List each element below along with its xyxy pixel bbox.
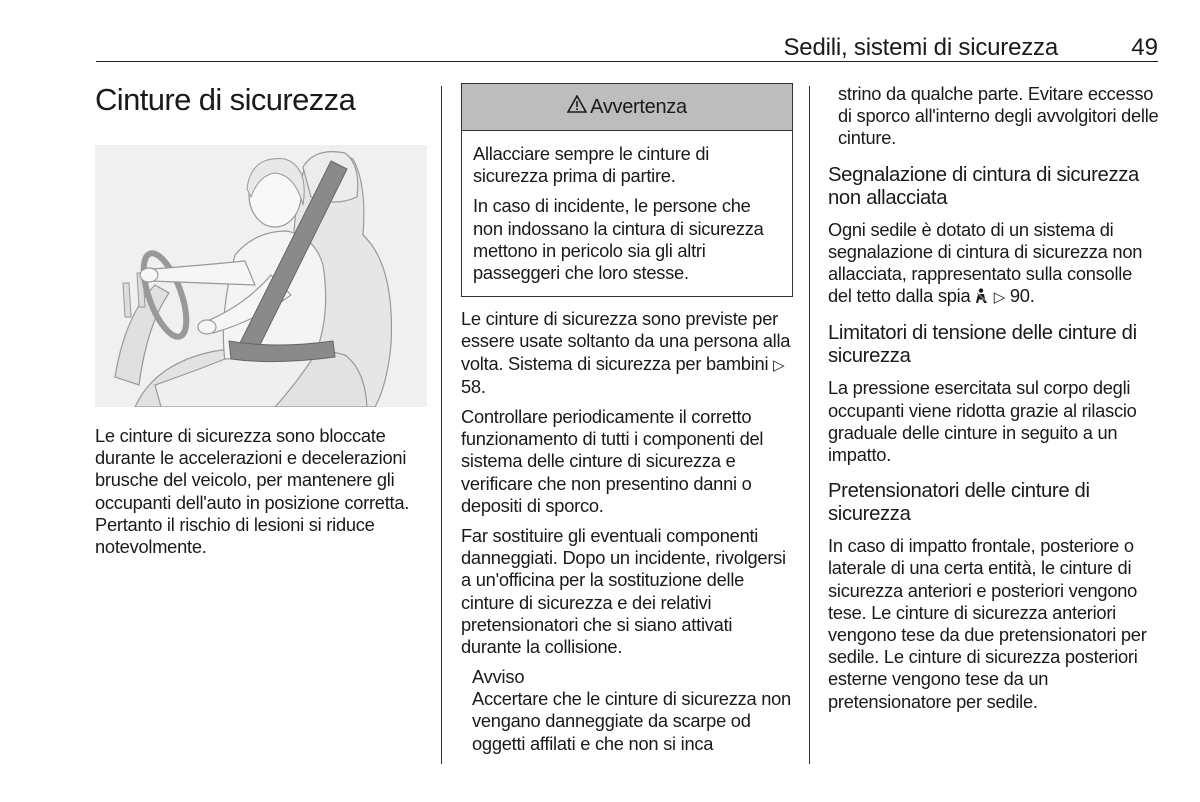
warning-paragraph: In caso di incidente, le persone che non indossano la cintura di sicurezza mettono in pericolo sia gli altri passeggeri che loro stesse. [473,195,764,284]
intro-paragraph: Le cinture di sicurezza sono bloccate durante le accelerazioni e decelerazioni brusche del veicolo, per mantenere gli occupanti dell'auto in posizione corretta. Pertanto il rischio di lesioni si riduce notevolmente. [95,425,410,558]
warning-body [462,131,792,296]
warning-paragraph: Allacciare sempre le cinture di sicurezza prima di partire. [473,143,710,187]
seatbelt-warning-lamp-icon [975,288,994,306]
body-paragraph-text: Le cinture di sicurezza sono previste per essere usate soltanto da una persona alla volta. Sistema di sicurezza per bambini [461,308,791,374]
section-paragraph: In caso di impatto frontale, posteriore o laterale di una certa entità, le cinture di sicurezza anteriori e posteriori vengono tese. Le cinture di sicurezza anteriori vengono tese da due pretensionatori per sedile. Le cinture di sicurezza posteriori esterne vengono tese da un pretensionatore per sedile. [828,535,1147,712]
body-paragraph: Far sostituire gli eventuali componenti danneggiati. Dopo un incidente, rivolgersi a un'officina per la sostituzione delle cinture di sicurezza e dei relativi pretensionatori che si siano attivati durante la collisione. [461,525,786,658]
notice-text: Accertare che le cinture di sicurezza non vengano danneggiate da scarpe od oggetti affilati e che non si inca [472,688,791,754]
page-reference-arrow-icon: ▷ [773,355,785,374]
column-left [95,80,427,566]
column-right [828,80,1160,721]
section-paragraph: La pressione esercitata sul corpo degli occupanti viene ridotta grazie al rilascio graduale delle cinture in seguito a un impatto. [828,377,1137,466]
notice-label: Avviso [472,666,525,688]
column-middle [461,83,793,755]
column-divider [441,86,442,764]
running-header-title: Sedili, sistemi di sicurezza [783,34,1058,61]
warning-header [462,84,792,131]
seatbelt-driver-illustration [95,145,427,407]
warning-triangle-icon [567,95,587,119]
notice-continuation: strino da qualche parte. Evitare eccesso di sporco all'interno degli avvolgitori delle cinture. [838,83,1159,149]
section-heading: Segnalazione di cintura di sicurezza non allacciata [828,163,1139,209]
chapter-title: Cinture di sicurezza [95,82,356,117]
page-number: 49 [1131,34,1158,61]
section-heading: Limitatori di tensione delle cinture di sicurezza [828,322,1137,368]
section-heading: Pretensionatori delle cinture di sicurezza [828,480,1090,526]
column-divider [809,86,810,764]
warning-title: Avvertenza [590,95,687,118]
body-paragraph: Controllare periodicamente il corretto funzionamento di tutti i componenti del sistema delle cinture di sicurezza e verificare che non presentino danni o depositi di sporco. [461,406,764,516]
section-paragraph-text: Ogni sedile è dotato di un sistema di segnalazione di cintura di sicurezza non allacciata, rappresentato sulla consolle del tetto dalla spia [828,218,1143,307]
seatbelt-driver-icon [95,145,427,407]
warning-box [461,83,793,297]
page-reference-link[interactable]: 90. [1009,285,1035,307]
section-paragraph [828,219,1160,309]
notice-block [461,666,793,755]
body-paragraph [461,308,793,398]
page-reference-link[interactable]: 58. [461,375,486,397]
page-reference-arrow-icon: ▷ [993,288,1006,307]
header-rule [96,61,1158,62]
